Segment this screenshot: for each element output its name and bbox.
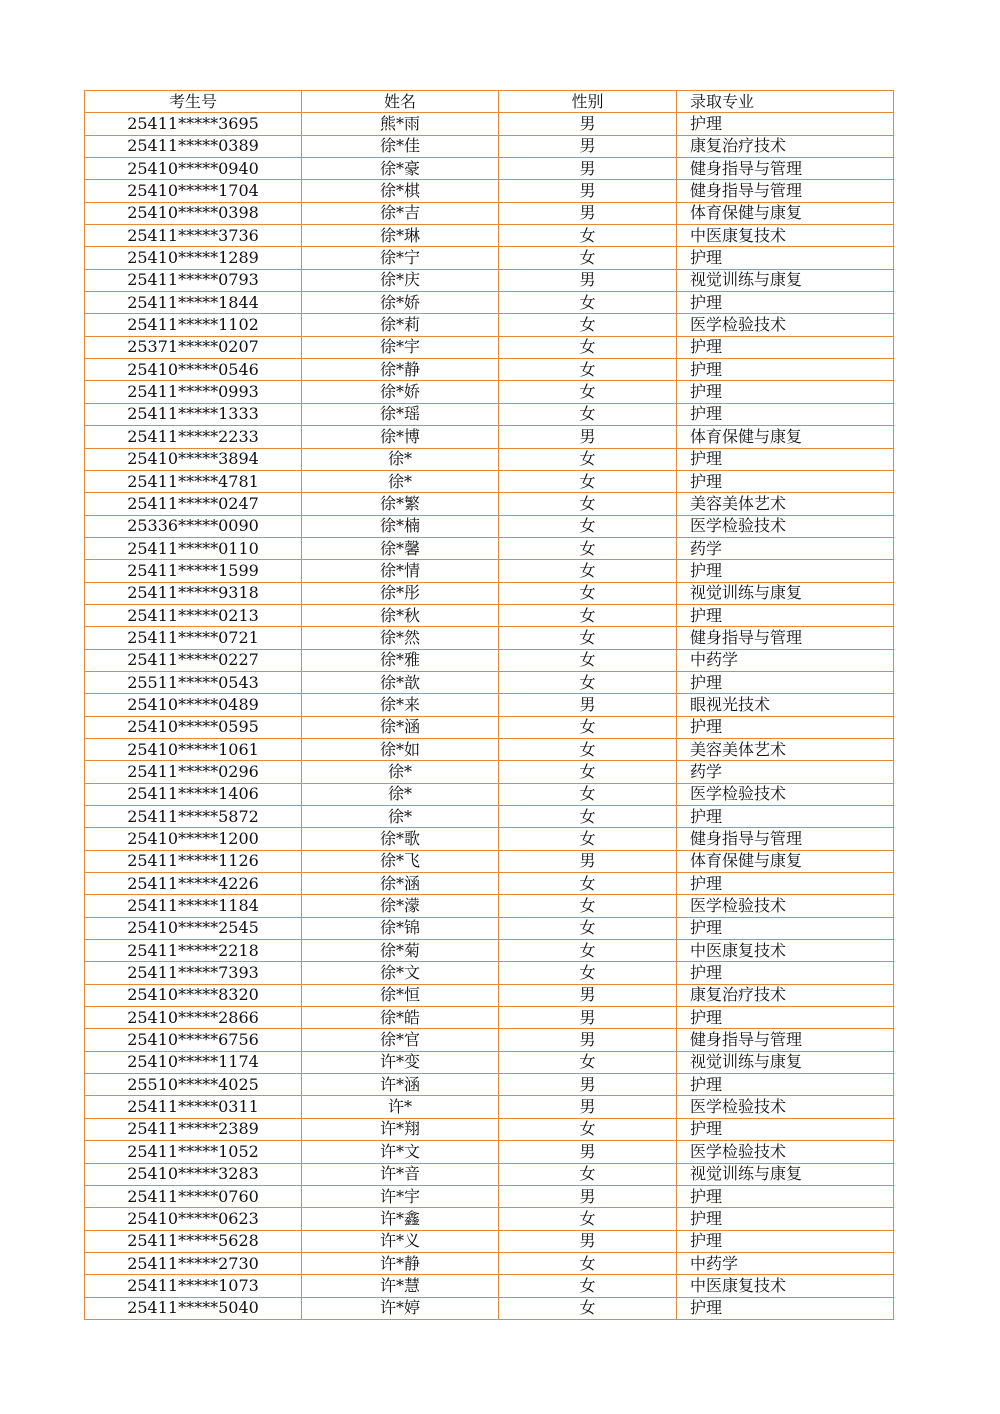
cell-name: 徐*歌	[302, 828, 499, 850]
cell-candidate-id: 25411*****1052	[85, 1141, 302, 1163]
cell-major: 健身指导与管理	[677, 180, 894, 202]
cell-name: 徐*繁	[302, 493, 499, 515]
cell-gender: 男	[499, 1230, 677, 1252]
table-row	[85, 560, 894, 582]
cell-major: 护理	[677, 292, 894, 314]
cell-gender: 女	[499, 470, 677, 492]
cell-gender: 女	[499, 917, 677, 939]
cell-name: 徐*佳	[302, 135, 499, 157]
cell-candidate-id: 25411*****0110	[85, 537, 302, 559]
cell-major: 护理	[677, 359, 894, 381]
cell-gender: 男	[499, 202, 677, 224]
cell-major: 美容美体艺术	[677, 738, 894, 760]
table-row	[85, 895, 894, 917]
cell-gender: 女	[499, 381, 677, 403]
cell-candidate-id: 25411*****4781	[85, 470, 302, 492]
cell-major: 医学检验技术	[677, 1096, 894, 1118]
cell-candidate-id: 25411*****0311	[85, 1096, 302, 1118]
cell-gender: 男	[499, 113, 677, 135]
cell-name: 徐*宁	[302, 247, 499, 269]
cell-name: 徐*	[302, 783, 499, 805]
cell-gender: 女	[499, 806, 677, 828]
cell-gender: 女	[499, 292, 677, 314]
cell-candidate-id: 25410*****0940	[85, 158, 302, 180]
cell-major: 医学检验技术	[677, 515, 894, 537]
cell-gender: 女	[499, 895, 677, 917]
cell-name: 许*静	[302, 1252, 499, 1274]
table-row	[85, 627, 894, 649]
cell-major: 健身指导与管理	[677, 1029, 894, 1051]
cell-major: 护理	[677, 1208, 894, 1230]
cell-major: 健身指导与管理	[677, 627, 894, 649]
cell-name: 许*婷	[302, 1297, 499, 1319]
cell-name: 许*鑫	[302, 1208, 499, 1230]
cell-gender: 男	[499, 984, 677, 1006]
cell-major: 护理	[677, 604, 894, 626]
cell-name: 徐*皓	[302, 1007, 499, 1029]
cell-candidate-id: 25411*****1599	[85, 560, 302, 582]
header-row	[85, 91, 894, 113]
cell-candidate-id: 25411*****0389	[85, 135, 302, 157]
cell-major: 体育保健与康复	[677, 426, 894, 448]
cell-name: 熊*雨	[302, 113, 499, 135]
cell-major: 健身指导与管理	[677, 158, 894, 180]
cell-candidate-id: 25411*****2730	[85, 1252, 302, 1274]
header-gender: 性别	[499, 91, 677, 113]
cell-major: 护理	[677, 448, 894, 470]
cell-candidate-id: 25410*****0595	[85, 716, 302, 738]
table-row	[85, 806, 894, 828]
cell-name: 徐*涵	[302, 716, 499, 738]
cell-candidate-id: 25411*****0227	[85, 649, 302, 671]
table-row	[85, 403, 894, 425]
cell-name: 徐*锦	[302, 917, 499, 939]
cell-name: 徐*情	[302, 560, 499, 582]
cell-name: 徐*彤	[302, 582, 499, 604]
cell-name: 徐*吉	[302, 202, 499, 224]
cell-gender: 女	[499, 515, 677, 537]
cell-gender: 女	[499, 962, 677, 984]
table-row	[85, 649, 894, 671]
table-row	[85, 783, 894, 805]
table-row	[85, 1230, 894, 1252]
table-row	[85, 873, 894, 895]
cell-name: 许*涵	[302, 1074, 499, 1096]
cell-major: 护理	[677, 806, 894, 828]
cell-major: 护理	[677, 671, 894, 693]
cell-gender: 女	[499, 560, 677, 582]
cell-major: 康复治疗技术	[677, 135, 894, 157]
cell-major: 中药学	[677, 649, 894, 671]
header-major: 录取专业	[677, 91, 894, 113]
cell-gender: 女	[499, 627, 677, 649]
cell-major: 视觉训练与康复	[677, 582, 894, 604]
cell-major: 中医康复技术	[677, 1275, 894, 1297]
cell-major: 护理	[677, 716, 894, 738]
cell-major: 医学检验技术	[677, 314, 894, 336]
cell-name: 许*慧	[302, 1275, 499, 1297]
cell-candidate-id: 25410*****1061	[85, 738, 302, 760]
cell-name: 徐*	[302, 448, 499, 470]
cell-candidate-id: 25410*****1704	[85, 180, 302, 202]
cell-candidate-id: 25411*****1126	[85, 850, 302, 872]
cell-candidate-id: 25411*****1844	[85, 292, 302, 314]
cell-major: 护理	[677, 403, 894, 425]
cell-major: 美容美体艺术	[677, 493, 894, 515]
cell-candidate-id: 25411*****0993	[85, 381, 302, 403]
table-row	[85, 761, 894, 783]
cell-gender: 女	[499, 537, 677, 559]
cell-major: 护理	[677, 873, 894, 895]
cell-gender: 女	[499, 783, 677, 805]
cell-candidate-id: 25411*****1406	[85, 783, 302, 805]
table-row	[85, 1096, 894, 1118]
cell-gender: 女	[499, 336, 677, 358]
table-row	[85, 359, 894, 381]
cell-name: 徐*	[302, 470, 499, 492]
cell-major: 药学	[677, 761, 894, 783]
cell-major: 眼视光技术	[677, 694, 894, 716]
table-row	[85, 828, 894, 850]
table-row	[85, 604, 894, 626]
cell-gender: 男	[499, 1074, 677, 1096]
table-row	[85, 582, 894, 604]
cell-name: 徐*博	[302, 426, 499, 448]
cell-name: 徐*豪	[302, 158, 499, 180]
cell-major: 护理	[677, 113, 894, 135]
cell-name: 许*变	[302, 1051, 499, 1073]
table-row	[85, 716, 894, 738]
cell-name: 徐*官	[302, 1029, 499, 1051]
table-row	[85, 470, 894, 492]
cell-name: 徐*涵	[302, 873, 499, 895]
cell-major: 护理	[677, 1230, 894, 1252]
cell-name: 许*宇	[302, 1185, 499, 1207]
cell-candidate-id: 25411*****5628	[85, 1230, 302, 1252]
cell-candidate-id: 25411*****2218	[85, 940, 302, 962]
cell-gender: 女	[499, 1163, 677, 1185]
cell-candidate-id: 25411*****7393	[85, 962, 302, 984]
cell-gender: 男	[499, 1096, 677, 1118]
cell-gender: 女	[499, 671, 677, 693]
cell-candidate-id: 25411*****3695	[85, 113, 302, 135]
table-row	[85, 1208, 894, 1230]
cell-gender: 女	[499, 716, 677, 738]
table-row	[85, 202, 894, 224]
table-row	[85, 180, 894, 202]
table-row	[85, 448, 894, 470]
cell-gender: 男	[499, 694, 677, 716]
table-row	[85, 984, 894, 1006]
cell-major: 护理	[677, 917, 894, 939]
cell-candidate-id: 25411*****1073	[85, 1275, 302, 1297]
cell-name: 徐*秋	[302, 604, 499, 626]
cell-candidate-id: 25411*****3736	[85, 225, 302, 247]
cell-name: 徐*	[302, 761, 499, 783]
table-body	[85, 113, 894, 1320]
table-row	[85, 135, 894, 157]
cell-gender: 男	[499, 269, 677, 291]
cell-name: 徐*然	[302, 627, 499, 649]
cell-candidate-id: 25411*****1184	[85, 895, 302, 917]
cell-major: 视觉训练与康复	[677, 269, 894, 291]
cell-name: 徐*娇	[302, 381, 499, 403]
table-row	[85, 113, 894, 135]
table-row	[85, 1007, 894, 1029]
cell-gender: 男	[499, 1007, 677, 1029]
cell-gender: 女	[499, 1297, 677, 1319]
cell-name: 许*翔	[302, 1118, 499, 1140]
cell-candidate-id: 25411*****0793	[85, 269, 302, 291]
cell-gender: 女	[499, 828, 677, 850]
cell-gender: 女	[499, 1208, 677, 1230]
table-row	[85, 1029, 894, 1051]
cell-major: 护理	[677, 1185, 894, 1207]
table-row	[85, 1275, 894, 1297]
header-candidate-id: 考生号	[85, 91, 302, 113]
cell-gender: 男	[499, 426, 677, 448]
cell-candidate-id: 25411*****5040	[85, 1297, 302, 1319]
cell-major: 健身指导与管理	[677, 828, 894, 850]
cell-candidate-id: 25410*****0623	[85, 1208, 302, 1230]
cell-major: 护理	[677, 247, 894, 269]
table-row	[85, 1163, 894, 1185]
cell-major: 护理	[677, 1118, 894, 1140]
cell-gender: 女	[499, 403, 677, 425]
cell-gender: 女	[499, 448, 677, 470]
cell-name: 徐*宇	[302, 336, 499, 358]
table-row	[85, 1185, 894, 1207]
cell-major: 护理	[677, 962, 894, 984]
table-row	[85, 940, 894, 962]
cell-name: 徐*庆	[302, 269, 499, 291]
cell-major: 护理	[677, 560, 894, 582]
admission-table	[84, 90, 894, 1320]
cell-gender: 女	[499, 359, 677, 381]
cell-major: 护理	[677, 470, 894, 492]
header-name: 姓名	[302, 91, 499, 113]
table-row	[85, 158, 894, 180]
cell-gender: 女	[499, 314, 677, 336]
cell-gender: 男	[499, 1141, 677, 1163]
cell-candidate-id: 25411*****5872	[85, 806, 302, 828]
cell-candidate-id: 25511*****0543	[85, 671, 302, 693]
cell-candidate-id: 25510*****4025	[85, 1074, 302, 1096]
cell-gender: 男	[499, 158, 677, 180]
table-row	[85, 336, 894, 358]
cell-gender: 男	[499, 1185, 677, 1207]
cell-major: 护理	[677, 1007, 894, 1029]
cell-major: 中医康复技术	[677, 940, 894, 962]
cell-name: 徐*飞	[302, 850, 499, 872]
table-row	[85, 493, 894, 515]
cell-candidate-id: 25411*****1102	[85, 314, 302, 336]
cell-gender: 女	[499, 247, 677, 269]
cell-candidate-id: 25410*****2866	[85, 1007, 302, 1029]
cell-major: 体育保健与康复	[677, 850, 894, 872]
cell-candidate-id: 25411*****2233	[85, 426, 302, 448]
cell-major: 药学	[677, 537, 894, 559]
cell-candidate-id: 25411*****0721	[85, 627, 302, 649]
table-row	[85, 1051, 894, 1073]
cell-candidate-id: 25410*****0546	[85, 359, 302, 381]
table-row	[85, 738, 894, 760]
cell-name: 徐*如	[302, 738, 499, 760]
cell-gender: 女	[499, 493, 677, 515]
table-row	[85, 1118, 894, 1140]
cell-name: 徐*娇	[302, 292, 499, 314]
cell-gender: 男	[499, 850, 677, 872]
cell-major: 护理	[677, 336, 894, 358]
cell-candidate-id: 25410*****1289	[85, 247, 302, 269]
cell-major: 护理	[677, 1074, 894, 1096]
cell-name: 许*义	[302, 1230, 499, 1252]
cell-candidate-id: 25410*****8320	[85, 984, 302, 1006]
cell-major: 体育保健与康复	[677, 202, 894, 224]
cell-major: 视觉训练与康复	[677, 1051, 894, 1073]
cell-gender: 女	[499, 225, 677, 247]
table-row	[85, 694, 894, 716]
cell-gender: 女	[499, 940, 677, 962]
cell-candidate-id: 25411*****0247	[85, 493, 302, 515]
cell-name: 徐*濛	[302, 895, 499, 917]
table-row	[85, 1297, 894, 1319]
cell-gender: 女	[499, 873, 677, 895]
cell-gender: 女	[499, 1051, 677, 1073]
cell-major: 视觉训练与康复	[677, 1163, 894, 1185]
cell-name: 徐*棋	[302, 180, 499, 202]
cell-major: 医学检验技术	[677, 1141, 894, 1163]
table-row	[85, 671, 894, 693]
cell-name: 徐*歆	[302, 671, 499, 693]
cell-gender: 男	[499, 135, 677, 157]
cell-name: 徐*楠	[302, 515, 499, 537]
cell-gender: 男	[499, 180, 677, 202]
cell-candidate-id: 25410*****3894	[85, 448, 302, 470]
cell-gender: 女	[499, 1275, 677, 1297]
table-row	[85, 426, 894, 448]
cell-gender: 女	[499, 738, 677, 760]
cell-candidate-id: 25410*****1200	[85, 828, 302, 850]
cell-major: 医学检验技术	[677, 895, 894, 917]
cell-gender: 女	[499, 1252, 677, 1274]
cell-candidate-id: 25410*****2545	[85, 917, 302, 939]
cell-candidate-id: 25410*****0489	[85, 694, 302, 716]
cell-candidate-id: 25411*****0296	[85, 761, 302, 783]
cell-name: 徐*菊	[302, 940, 499, 962]
cell-candidate-id: 25411*****0213	[85, 604, 302, 626]
cell-name: 徐*文	[302, 962, 499, 984]
table-row	[85, 537, 894, 559]
cell-major: 医学检验技术	[677, 783, 894, 805]
cell-candidate-id: 25411*****0760	[85, 1185, 302, 1207]
cell-gender: 女	[499, 761, 677, 783]
cell-candidate-id: 25411*****1333	[85, 403, 302, 425]
table-row	[85, 850, 894, 872]
cell-name: 徐*馨	[302, 537, 499, 559]
table-row	[85, 292, 894, 314]
cell-candidate-id: 25410*****1174	[85, 1051, 302, 1073]
cell-gender: 女	[499, 604, 677, 626]
cell-gender: 男	[499, 1029, 677, 1051]
cell-major: 康复治疗技术	[677, 984, 894, 1006]
table-row	[85, 225, 894, 247]
cell-major: 中药学	[677, 1252, 894, 1274]
cell-candidate-id: 25411*****2389	[85, 1118, 302, 1140]
table-row	[85, 1141, 894, 1163]
cell-name: 徐*莉	[302, 314, 499, 336]
cell-name: 徐*静	[302, 359, 499, 381]
cell-major: 护理	[677, 1297, 894, 1319]
cell-gender: 女	[499, 582, 677, 604]
cell-name: 许*文	[302, 1141, 499, 1163]
cell-major: 中医康复技术	[677, 225, 894, 247]
cell-candidate-id: 25371*****0207	[85, 336, 302, 358]
cell-major: 护理	[677, 381, 894, 403]
cell-gender: 女	[499, 1118, 677, 1140]
cell-candidate-id: 25336*****0090	[85, 515, 302, 537]
table-row	[85, 247, 894, 269]
cell-candidate-id: 25411*****9318	[85, 582, 302, 604]
table-row	[85, 962, 894, 984]
table-row	[85, 269, 894, 291]
cell-name: 徐*来	[302, 694, 499, 716]
table-row	[85, 917, 894, 939]
table-row	[85, 1252, 894, 1274]
table-row	[85, 314, 894, 336]
cell-name: 徐*瑶	[302, 403, 499, 425]
cell-name: 徐*琳	[302, 225, 499, 247]
cell-candidate-id: 25411*****4226	[85, 873, 302, 895]
table-row	[85, 381, 894, 403]
cell-name: 徐*	[302, 806, 499, 828]
table-row	[85, 515, 894, 537]
cell-candidate-id: 25410*****3283	[85, 1163, 302, 1185]
cell-gender: 女	[499, 649, 677, 671]
cell-name: 许*	[302, 1096, 499, 1118]
table-row	[85, 1074, 894, 1096]
cell-candidate-id: 25410*****6756	[85, 1029, 302, 1051]
cell-name: 徐*雅	[302, 649, 499, 671]
cell-candidate-id: 25410*****0398	[85, 202, 302, 224]
cell-name: 徐*恒	[302, 984, 499, 1006]
cell-name: 许*音	[302, 1163, 499, 1185]
